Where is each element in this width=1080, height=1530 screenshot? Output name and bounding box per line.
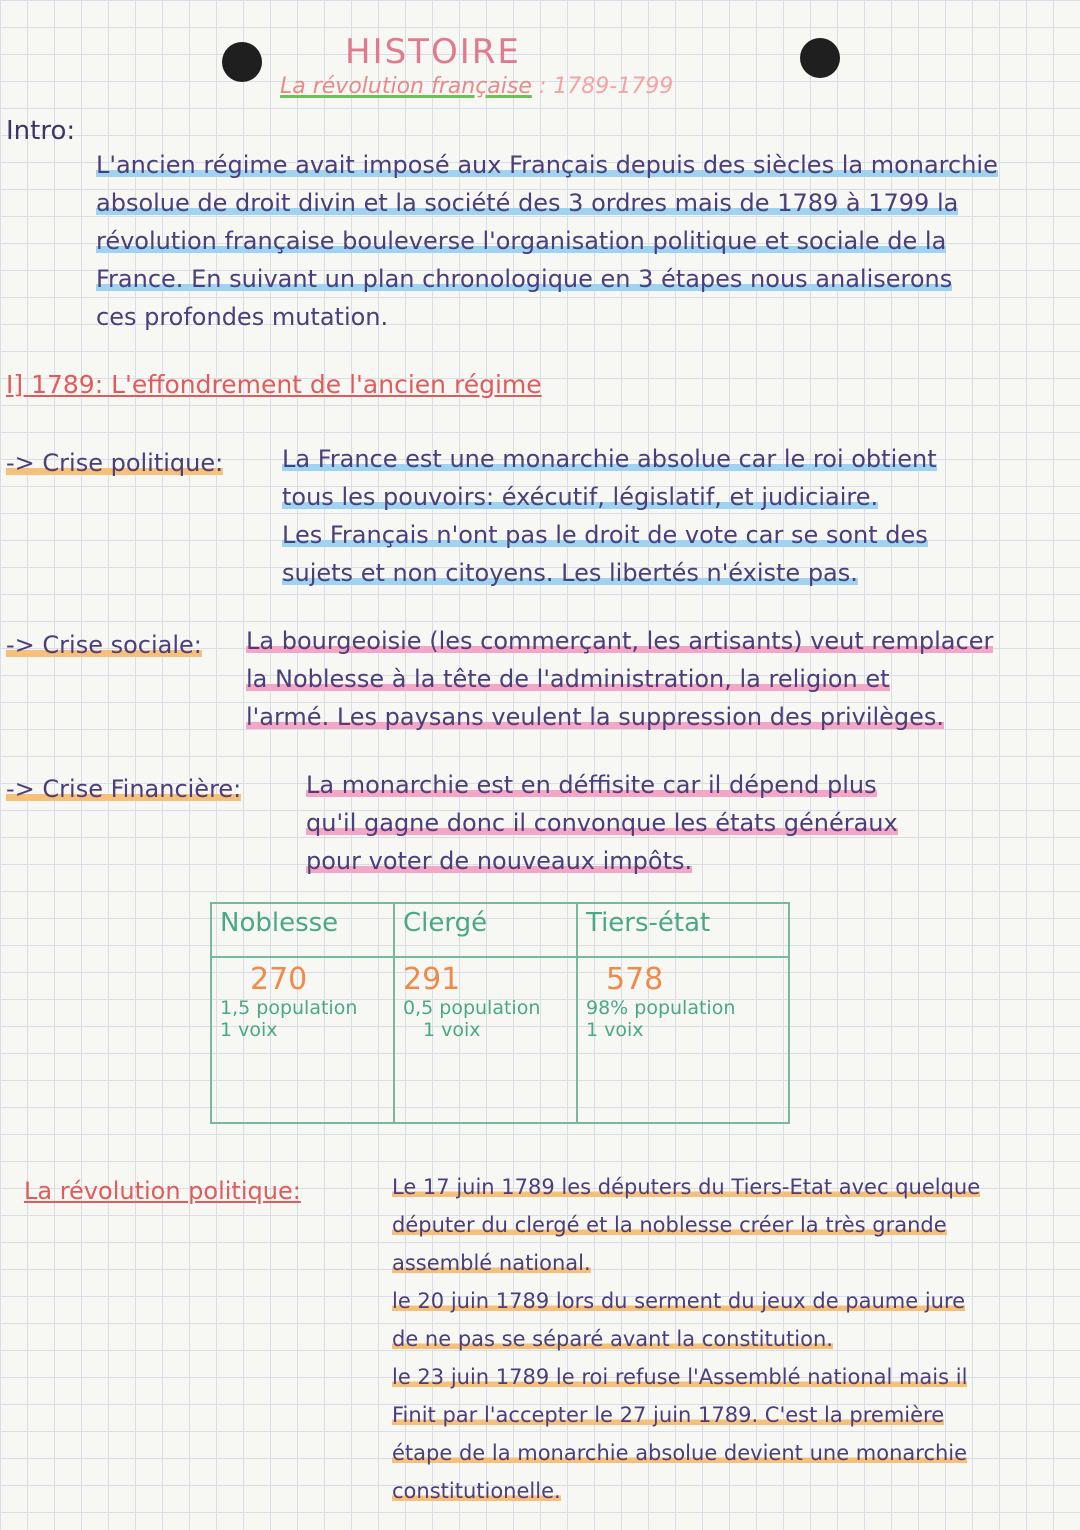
crise-financiere-line: pour voter de nouveaux impôts. xyxy=(306,847,693,875)
intro-line: absolue de droit divin et la société des 3 ordres mais de 1789 à 1799 la xyxy=(96,189,959,217)
section-heading: I] 1789: L'effondrement de l'ancien régime xyxy=(6,370,542,399)
vote-count: 1 voix xyxy=(220,1019,278,1041)
intro-line: révolution française bouleverse l'organisation politique et sociale de la xyxy=(96,227,947,255)
revolution-line: de ne pas se séparé avant la constitution. xyxy=(392,1327,833,1351)
three-orders-table xyxy=(210,902,790,1124)
subtitle-topic: La révolution française xyxy=(280,74,532,99)
revolution-line: Finit par l'accepter le 27 juin 1789. C'est la première xyxy=(392,1403,945,1427)
deputies-count: 270 xyxy=(250,962,308,997)
crise-financiere-label: -> Crise Financière: xyxy=(6,775,242,803)
revolution-line: le 23 juin 1789 le roi refuse l'Assemblé national mais il xyxy=(392,1365,968,1389)
crise-financiere-line: qu'il gagne donc il convonque les états généraux xyxy=(306,809,898,837)
crise-politique-line: La France est une monarchie absolue car le roi obtient xyxy=(282,445,937,473)
table-cell-noblesse xyxy=(211,957,394,1123)
revolution-line: constitutionelle. xyxy=(392,1479,561,1503)
revolution-line: députer du clergé et la noblesse créer la très grande xyxy=(392,1213,947,1237)
crise-financiere-text xyxy=(306,766,1066,880)
intro-label: Intro: xyxy=(6,116,76,146)
table-header-cell: Clergé xyxy=(394,903,577,957)
crise-sociale-line: La bourgeoisie (les commerçant, les artisants) veut remplacer xyxy=(246,627,994,655)
table-cell-clerge xyxy=(394,957,577,1123)
page-subtitle xyxy=(280,74,673,99)
crise-politique-line: Les Français n'ont pas le droit de vote car se sont des xyxy=(282,521,928,549)
table-header-cell: Tiers-état xyxy=(577,903,789,957)
revolution-line: étape de la monarchie absolue devient une monarchie xyxy=(392,1441,968,1465)
intro-paragraph xyxy=(96,146,1056,336)
population-share: 0,5 population xyxy=(403,997,541,1019)
vote-count: 1 voix xyxy=(423,1019,481,1041)
crise-politique-label: -> Crise politique: xyxy=(6,449,224,477)
crise-sociale-label: -> Crise sociale: xyxy=(6,631,202,659)
revolution-line: assemblé national. xyxy=(392,1251,591,1275)
deputies-count: 291 xyxy=(403,962,461,997)
table-header-cell: Noblesse xyxy=(211,903,394,957)
crise-politique-text xyxy=(282,440,1062,592)
crise-sociale-line: l'armé. Les paysans veulent la suppression des privilèges. xyxy=(246,703,945,731)
deputies-count: 578 xyxy=(606,962,664,997)
revolution-line: Le 17 juin 1789 les députers du Tiers-Etat avec quelque xyxy=(392,1175,981,1199)
crise-financiere-line: La monarchie est en déffisite car il dépend plus xyxy=(306,771,877,799)
intro-line: L'ancien régime avait imposé aux Français depuis des siècles la monarchie xyxy=(96,151,998,179)
crise-sociale-line: la Noblesse à la tête de l'administration, la religion et xyxy=(246,665,890,693)
intro-line: ces profondes mutation. xyxy=(96,303,389,331)
population-share: 98% population xyxy=(586,997,736,1019)
page-title: HISTOIRE xyxy=(345,32,521,72)
revolution-line: le 20 juin 1789 lors du serment du jeux de paume jure xyxy=(392,1289,966,1313)
intro-line: France. En suivant un plan chronologique en 3 étapes nous analiserons xyxy=(96,265,953,293)
crise-politique-line: tous les pouvoirs: éxécutif, législatif, et judiciaire. xyxy=(282,483,879,511)
table-cell-tiers-etat xyxy=(577,957,789,1123)
table-row xyxy=(211,957,789,1123)
revolution-politique-text xyxy=(392,1168,1072,1510)
binder-hole-right xyxy=(800,38,840,78)
table-header-row xyxy=(211,903,789,957)
vote-count: 1 voix xyxy=(586,1019,644,1041)
binder-hole-left xyxy=(222,42,262,82)
subtitle-dates: : 1789-1799 xyxy=(538,74,674,99)
population-share: 1,5 population xyxy=(220,997,358,1019)
crise-politique-line: sujets et non citoyens. Les libertés n'éxiste pas. xyxy=(282,559,858,587)
crise-sociale-text xyxy=(246,622,1066,736)
revolution-politique-label: La révolution politique: xyxy=(24,1177,301,1205)
